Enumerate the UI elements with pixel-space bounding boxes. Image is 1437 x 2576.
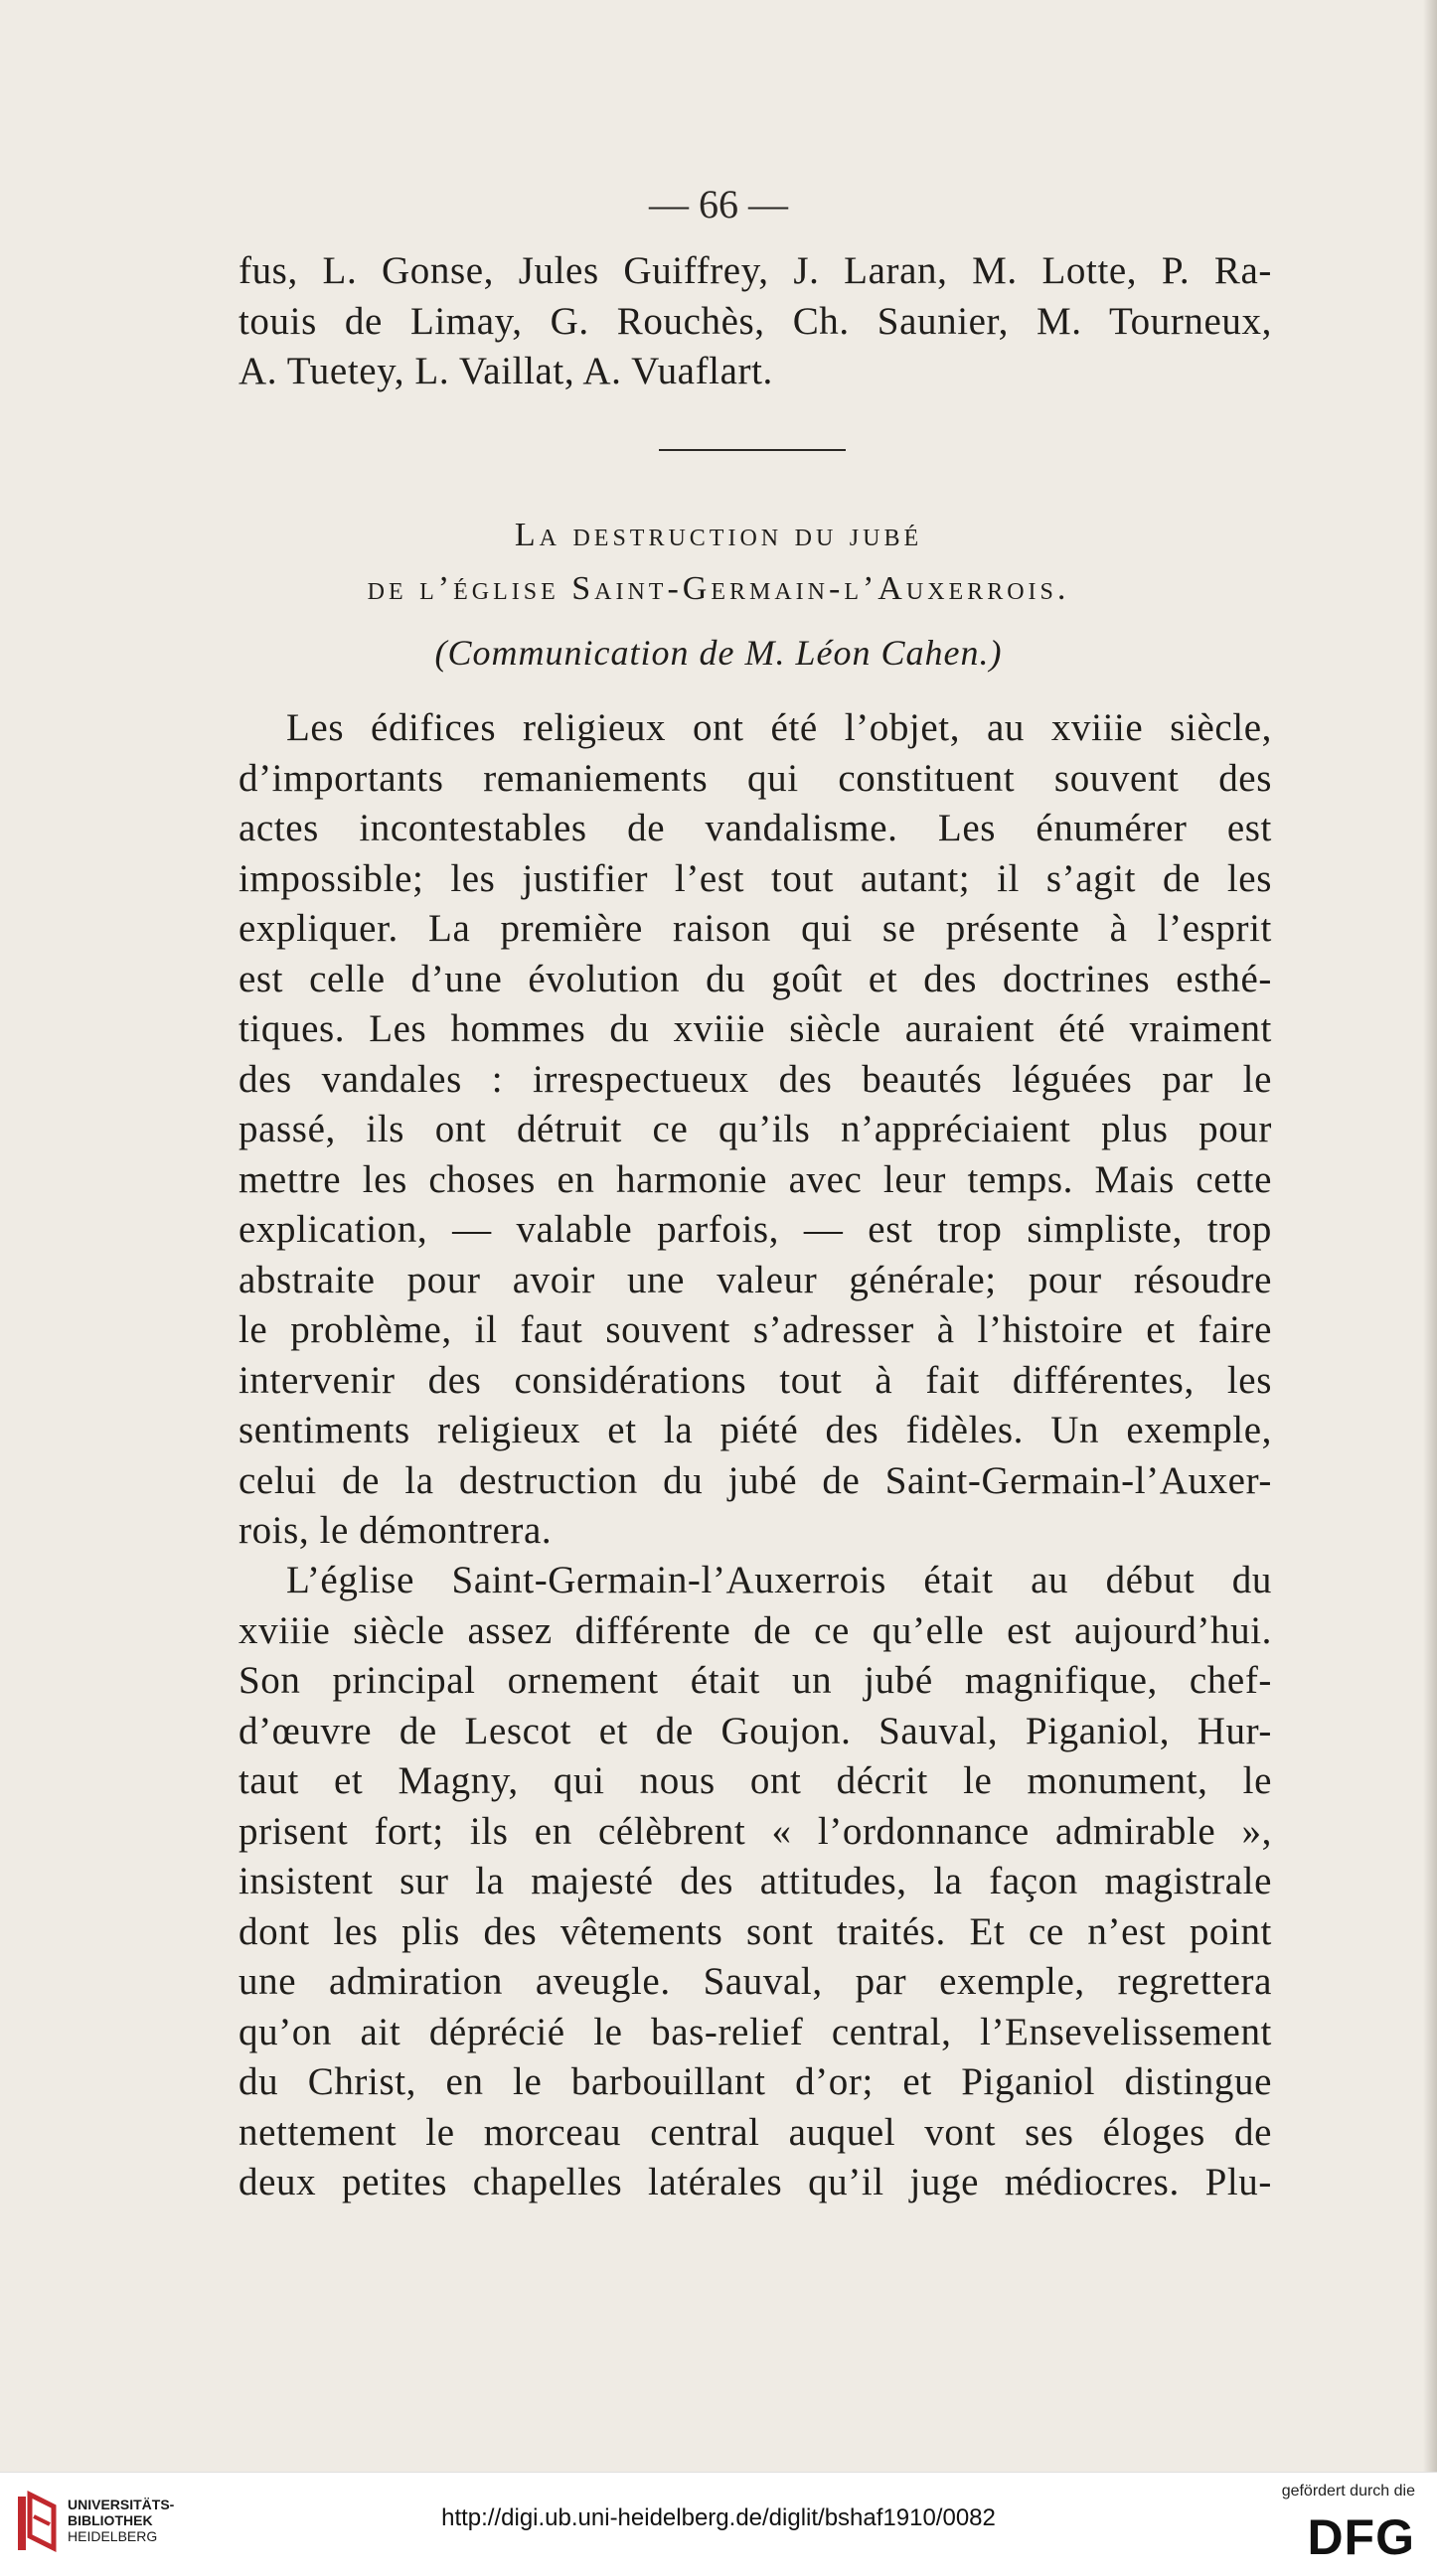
text-line: d’importants remaniements qui constituent souvent des — [239, 756, 1272, 800]
text-line: le problème, il faut souvent s’adresser à l’histoire et faire — [239, 1308, 1272, 1351]
text-line: rois, le démontrera. — [239, 1509, 553, 1552]
text-line: expliquer. La première raison qui se présente à l’esprit — [239, 907, 1272, 950]
page-edge-shadow — [1423, 0, 1437, 2472]
sponsor-caption: gefördert durch die — [1281, 2483, 1415, 2500]
text-line: impossible; les justifier l’est tout autant; il s’agit de les — [239, 856, 1272, 900]
text-line: A. Tuetey, L. Vaillat, A. Vuaflart. — [239, 350, 773, 392]
intro-paragraph — [239, 246, 1272, 397]
section-title-line-2: de l’église Saint-Germain-l’Auxerrois. — [367, 570, 1070, 607]
text-line: des vandales : irrespectueux des beautés léguées par le — [239, 1057, 1272, 1101]
page-number: — 66 — — [649, 182, 788, 227]
text-line: dont les plis des vêtements sont traités. Et ce n’est point — [239, 1909, 1272, 1953]
text-line: tiques. Les hommes du xviiie siècle auraient été vraiment — [239, 1007, 1272, 1050]
text-line: nettement le morceau central auquel vont ses éloges de — [239, 2110, 1272, 2154]
text-line: est celle d’une évolution du goût et des doctrines esthé- — [239, 957, 1272, 1000]
text-line: d’œuvre de Lescot et de Goujon. Sauval, Piganiol, Hur- — [239, 1709, 1272, 1752]
section-title-line-1: La destruction du jubé — [514, 517, 923, 553]
text-line: prisent fort; ils en célèbrent « l’ordonnance admirable », — [239, 1809, 1272, 1853]
text-line: abstraite pour avoir une valeur générale; pour résoudre — [239, 1258, 1272, 1301]
text-line: fus, L. Gonse, Jules Guiffrey, J. Laran, M. Lotte, P. Ra- — [239, 249, 1272, 292]
text-line: actes incontestables de vandalisme. Les énumérer est — [239, 807, 1272, 849]
dfg-logo: DFG — [1307, 2509, 1415, 2565]
text-line: qu’on ait déprécié le bas-relief central, l’Ensevelissement — [239, 2010, 1272, 2053]
text-line: explication, — valable parfois, — est trop simpliste, trop — [239, 1208, 1272, 1251]
text-line: Les édifices religieux ont été l’objet, au xviiie siècle, — [286, 706, 1272, 749]
text-line: L’église Saint-Germain-l’Auxerrois était au début du — [286, 1559, 1272, 1601]
text-line: deux petites chapelles latérales qu’il juge médiocres. Plu- — [239, 2161, 1272, 2203]
library-name: UNIVERSITÄTS- BIBLIOTHEK HEIDELBERG — [68, 2497, 175, 2544]
text-line: Son principal ornement était un jubé magnifique, chef- — [239, 1659, 1272, 1702]
text-line: intervenir des considérations tout à fait différentes, les — [239, 1358, 1272, 1402]
text-line: insistent sur la majesté des attitudes, la façon magistrale — [239, 1860, 1272, 1902]
text-line: du Christ, en le barbouillant d’or; et Piganiol distingue — [239, 2060, 1272, 2103]
text-line: sentiments religieux et la piété des fidèles. Un exemple, — [239, 1409, 1272, 1451]
text-line: taut et Magny, qui nous ont décrit le monument, le — [239, 1759, 1272, 1802]
text-line: xviiie siècle assez différente de ce qu’elle est aujourd’hui. — [239, 1608, 1272, 1652]
section-subtitle: (Communication de M. Léon Cahen.) — [434, 633, 1003, 673]
section-divider — [659, 449, 846, 451]
text-line: celui de la destruction du jubé de Saint-Germain-l’Auxer- — [239, 1458, 1272, 1502]
permalink-url[interactable]: http://digi.ub.uni-heidelberg.de/diglit/bshaf1910/0082 — [441, 2504, 996, 2531]
text-line: mettre les choses en harmonie avec leur temps. Mais cette — [239, 1157, 1272, 1201]
paragraph-1 — [239, 703, 1272, 1557]
text-line: touis de Limay, G. Rouchès, Ch. Saunier, M. Tourneux, — [239, 299, 1272, 343]
text-line: une admiration aveugle. Sauval, par exemple, regrettera — [239, 1960, 1272, 2003]
footer-bar — [0, 2472, 1437, 2576]
paragraph-2 — [239, 1556, 1272, 2208]
text-line: passé, ils ont détruit ce qu’ils n’appréciaient plus pour — [239, 1108, 1272, 1150]
